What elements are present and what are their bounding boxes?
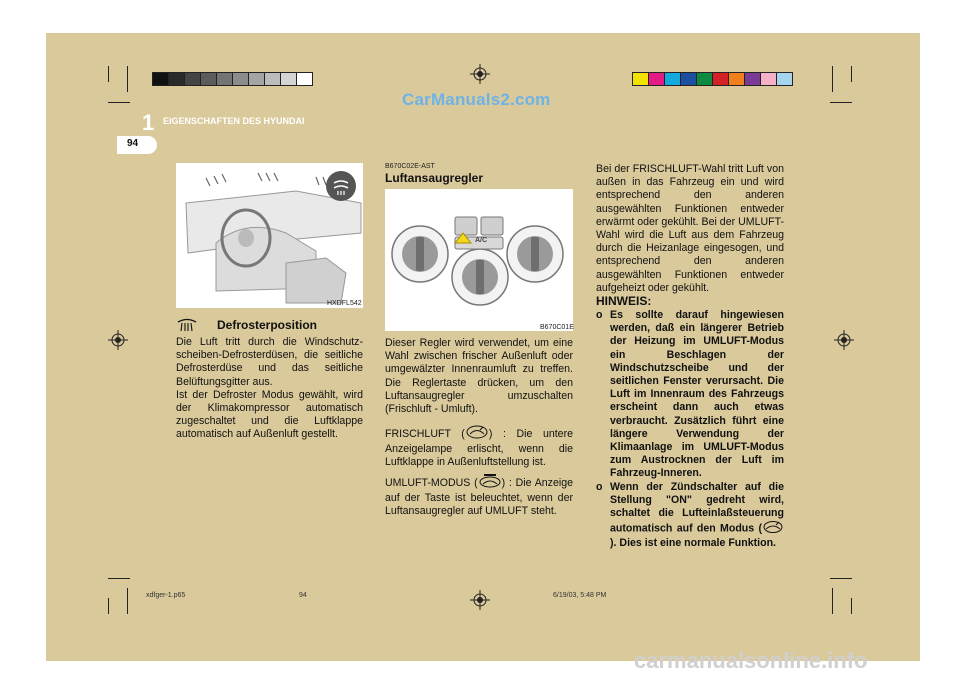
site-watermark: CarManuals2.com [402,90,551,109]
gray-swatch [232,72,249,86]
gray-swatch [200,72,217,86]
recirculation-icon [478,474,502,492]
bullet: o [596,480,603,493]
note-title: HINWEIS: [596,294,652,308]
footer-file: xdfger-1.p65 [146,592,186,599]
gray-swatch [296,72,313,86]
fresh-air-text [385,425,573,470]
footer-page: 94 [299,592,307,599]
note-item [596,309,784,481]
recirculation-text [385,474,573,519]
note-text: Es sollte darauf hingewiesen werden, daß ein längerer Betrieb der Heizung im UMLUFT-Modus ein Beschlagen der Windschutzscheibe und der seitlichen Fenster verursacht. Die Luft im Innenraum des Fahrzeugs erscheint dann auch etwas verbraucht. Zusätzlich führt eine längere Verwendung der Klimaanlage im UMLUFT-Modus zum Austrocknen der Luft im Fahrzeug-Inneren. [610,309,784,480]
color-swatch [648,72,665,86]
color-swatch [712,72,729,86]
footer-date: 6/19/03, 5:48 PM [553,592,607,599]
bullet: o [596,309,603,321]
paragraph: Ist der Defroster Modus gewählt, wird der Klimakompressor automatisch zugeschaltet und die Luftklappe automatisch auf Außenluft gestellt. [176,388,363,441]
bottom-watermark: carmanualsonline.info [634,648,868,673]
paragraph: Bei der FRISCHLUFT-Wahl tritt Luft von außen in das Fahrzeug ein und wird entsprechend den anderen ausgewählten Funktionen entweder erwärmt oder gekühlt. Bei der UMLUFT-Wahl wird die Luft aus dem Fahrzeug durch die Heizanlage eingesogen, und entsprechend den anderen ausgewählten Funktionen entweder aufgeheizt oder gekühlt. [596,163,784,294]
reference-code: B670C02E-AST [385,163,435,170]
ac-label: A/C [475,237,488,244]
text-fragment: FRISCHLUFT ( [385,427,465,440]
section-title-defroster: Defrosterposition [217,318,318,332]
gray-swatch [152,72,169,86]
page-number: 94 [127,138,139,149]
gray-swatch [280,72,297,86]
fresh-air-icon [762,520,784,537]
color-swatch [680,72,697,86]
color-swatch [728,72,745,86]
air-intake-text [385,337,573,416]
paragraph: Dieser Regler wird verwendet, um eine Wahl zwischen frischer Außenluft oder umgewälzter Innenraumluft zu treffen. Die Reglertaste drücken, um den Luftansaugregler umzuschalten (Frischluft - Umluft). [385,337,573,416]
figure-code: B670C01E [540,324,574,331]
gray-swatch [216,72,233,86]
color-swatch [776,72,793,86]
control-panel-figure [385,189,573,331]
intro-text [596,163,784,295]
registration-target-icon [470,64,490,84]
color-swatch [760,72,777,86]
text-fragment: ) : Die Anzeige auf der Taste ist beleuchtet, wenn der Luftansaugregler auf UMLUFT steht. [385,476,573,518]
registration-target-icon [108,330,128,350]
fresh-air-icon [465,425,489,443]
climate-control-illustration [385,189,573,331]
windshield-defrost-icon [176,318,198,332]
gray-swatch [168,72,185,86]
section-title-air-intake: Luftansaugregler [385,171,484,185]
text-fragment: ) : Die untere Anzeigelampe erlischt, wenn die Luftklappe in Außenluftstellung ist. [385,427,573,469]
chapter-title: EIGENSCHAFTEN DES HYUNDAI [163,116,305,126]
gray-swatch [264,72,281,86]
color-swatch [744,72,761,86]
color-swatch [632,72,649,86]
text-fragment: UMLUFT-MODUS ( [385,476,478,489]
color-swatch [664,72,681,86]
gray-swatch [248,72,265,86]
defroster-text [176,336,363,442]
note-list [596,309,784,551]
gray-swatch [184,72,201,86]
registration-target-icon [470,590,490,610]
note-text: ). Dies ist eine normale Funktion. [610,537,776,550]
note-text: Wenn der Zündschalter auf die Stellung "ON" gedreht wird, schaltet die Lufteinlaßsteuerung automatisch auf den Modus ( [610,480,784,535]
paragraph: Die Luft tritt durch die Windschutz-scheiben-Defrosterdüsen, die seitliche Defrosterdüse und das seitliche Belüftungsgitter aus. [176,336,363,388]
registration-target-icon [834,330,854,350]
figure-code: HXDFL542 [327,300,362,307]
chapter-number: 1 [142,110,155,135]
dashboard-figure [176,163,363,308]
defrost-icon [326,171,356,201]
note-item [596,481,784,551]
color-swatch [696,72,713,86]
